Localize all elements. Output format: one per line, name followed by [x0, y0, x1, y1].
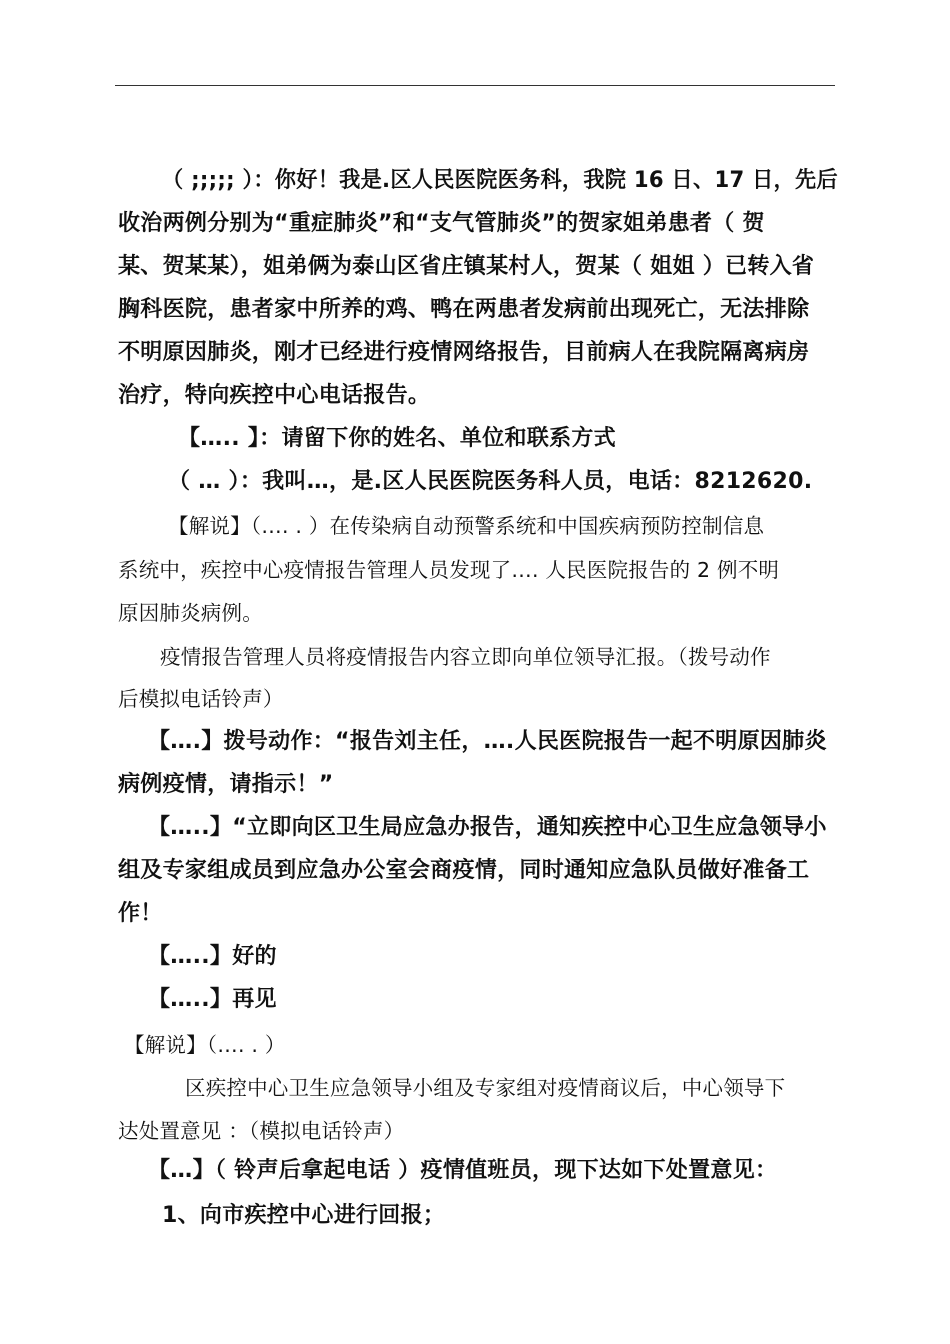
dialogue-4-line-1: 【….】拨号动作：“报告刘主任，….人民医院报告一起不明原因肺炎 — [148, 729, 827, 754]
dialogue-4-line-2: 病例疫情，请指示！” — [118, 772, 334, 797]
list-item-1: 1、向市疾控中心进行回报； — [162, 1203, 446, 1228]
dialogue-3: （ … ）：我叫…，是.区人民医院医务科人员，电话：8212620. — [168, 469, 813, 494]
narration-1-line-3: 原因肺炎病例。 — [118, 601, 263, 625]
dialogue-1-line-1: （ ;;;;; ）：你好！我是.区人民医院医务科，我院 16 日、17 日，先后 — [162, 168, 838, 193]
narration-4-line-1: 区疾控中心卫生应急领导小组及专家组对疫情商议后，中心领导下 — [185, 1076, 786, 1100]
dialogue-1-line-3: 某、贺某某），姐弟俩为泰山区省庄镇某村人，贺某（ 姐姐 ）已转入省 — [118, 254, 815, 279]
dialogue-5-line-1: 【…..】“立即向区卫生局应急办报告，通知疾控中心卫生应急领导小 — [148, 815, 827, 840]
dialogue-5-line-2: 组及专家组成员到应急办公室会商疫情，同时通知应急队员做好准备工 — [118, 858, 810, 883]
dialogue-1-line-6: 治疗，特向疾控中心电话报告。 — [118, 383, 431, 408]
dialogue-6: 【…..】好的 — [148, 944, 277, 969]
dialogue-8: 【…】（ 铃声后拿起电话 ）疫情值班员，现下达如下处置意见： — [148, 1158, 778, 1183]
narration-4-line-2: 达处置意见 ：（模拟电话铃声） — [118, 1119, 405, 1143]
header-rule — [115, 85, 835, 86]
narration-1-line-1: 【解说】（…. . ）在传染病自动预警系统和中国疾病预防控制信息 — [168, 514, 765, 538]
narration-2-line-1: 疫情报告管理人员将疫情报告内容立即向单位领导汇报。（拨号动作 — [160, 645, 771, 669]
dialogue-7: 【…..】再见 — [148, 987, 277, 1012]
narration-2-line-2: 后模拟电话铃声） — [118, 687, 284, 711]
dialogue-5-line-3: 作！ — [118, 901, 163, 926]
dialogue-2: 【….. 】：请留下你的姓名、单位和联系方式 — [178, 426, 616, 451]
dialogue-1-line-2: 收治两例分别为“重症肺炎”和“支气管肺炎”的贺家姐弟患者（ 贺 — [118, 211, 765, 236]
narration-3: 【解说】（…. . ） — [124, 1033, 286, 1057]
dialogue-1-line-5: 不明原因肺炎，刚才已经进行疫情网络报告，目前病人在我院隔离病房 — [118, 340, 810, 365]
narration-1-line-2: 系统中，疾控中心疫情报告管理人员发现了…. 人民医院报告的 2 例不明 — [118, 558, 780, 582]
dialogue-1-line-4: 胸科医院，患者家中所养的鸡、鸭在两患者发病前出现死亡，无法排除 — [118, 297, 810, 322]
